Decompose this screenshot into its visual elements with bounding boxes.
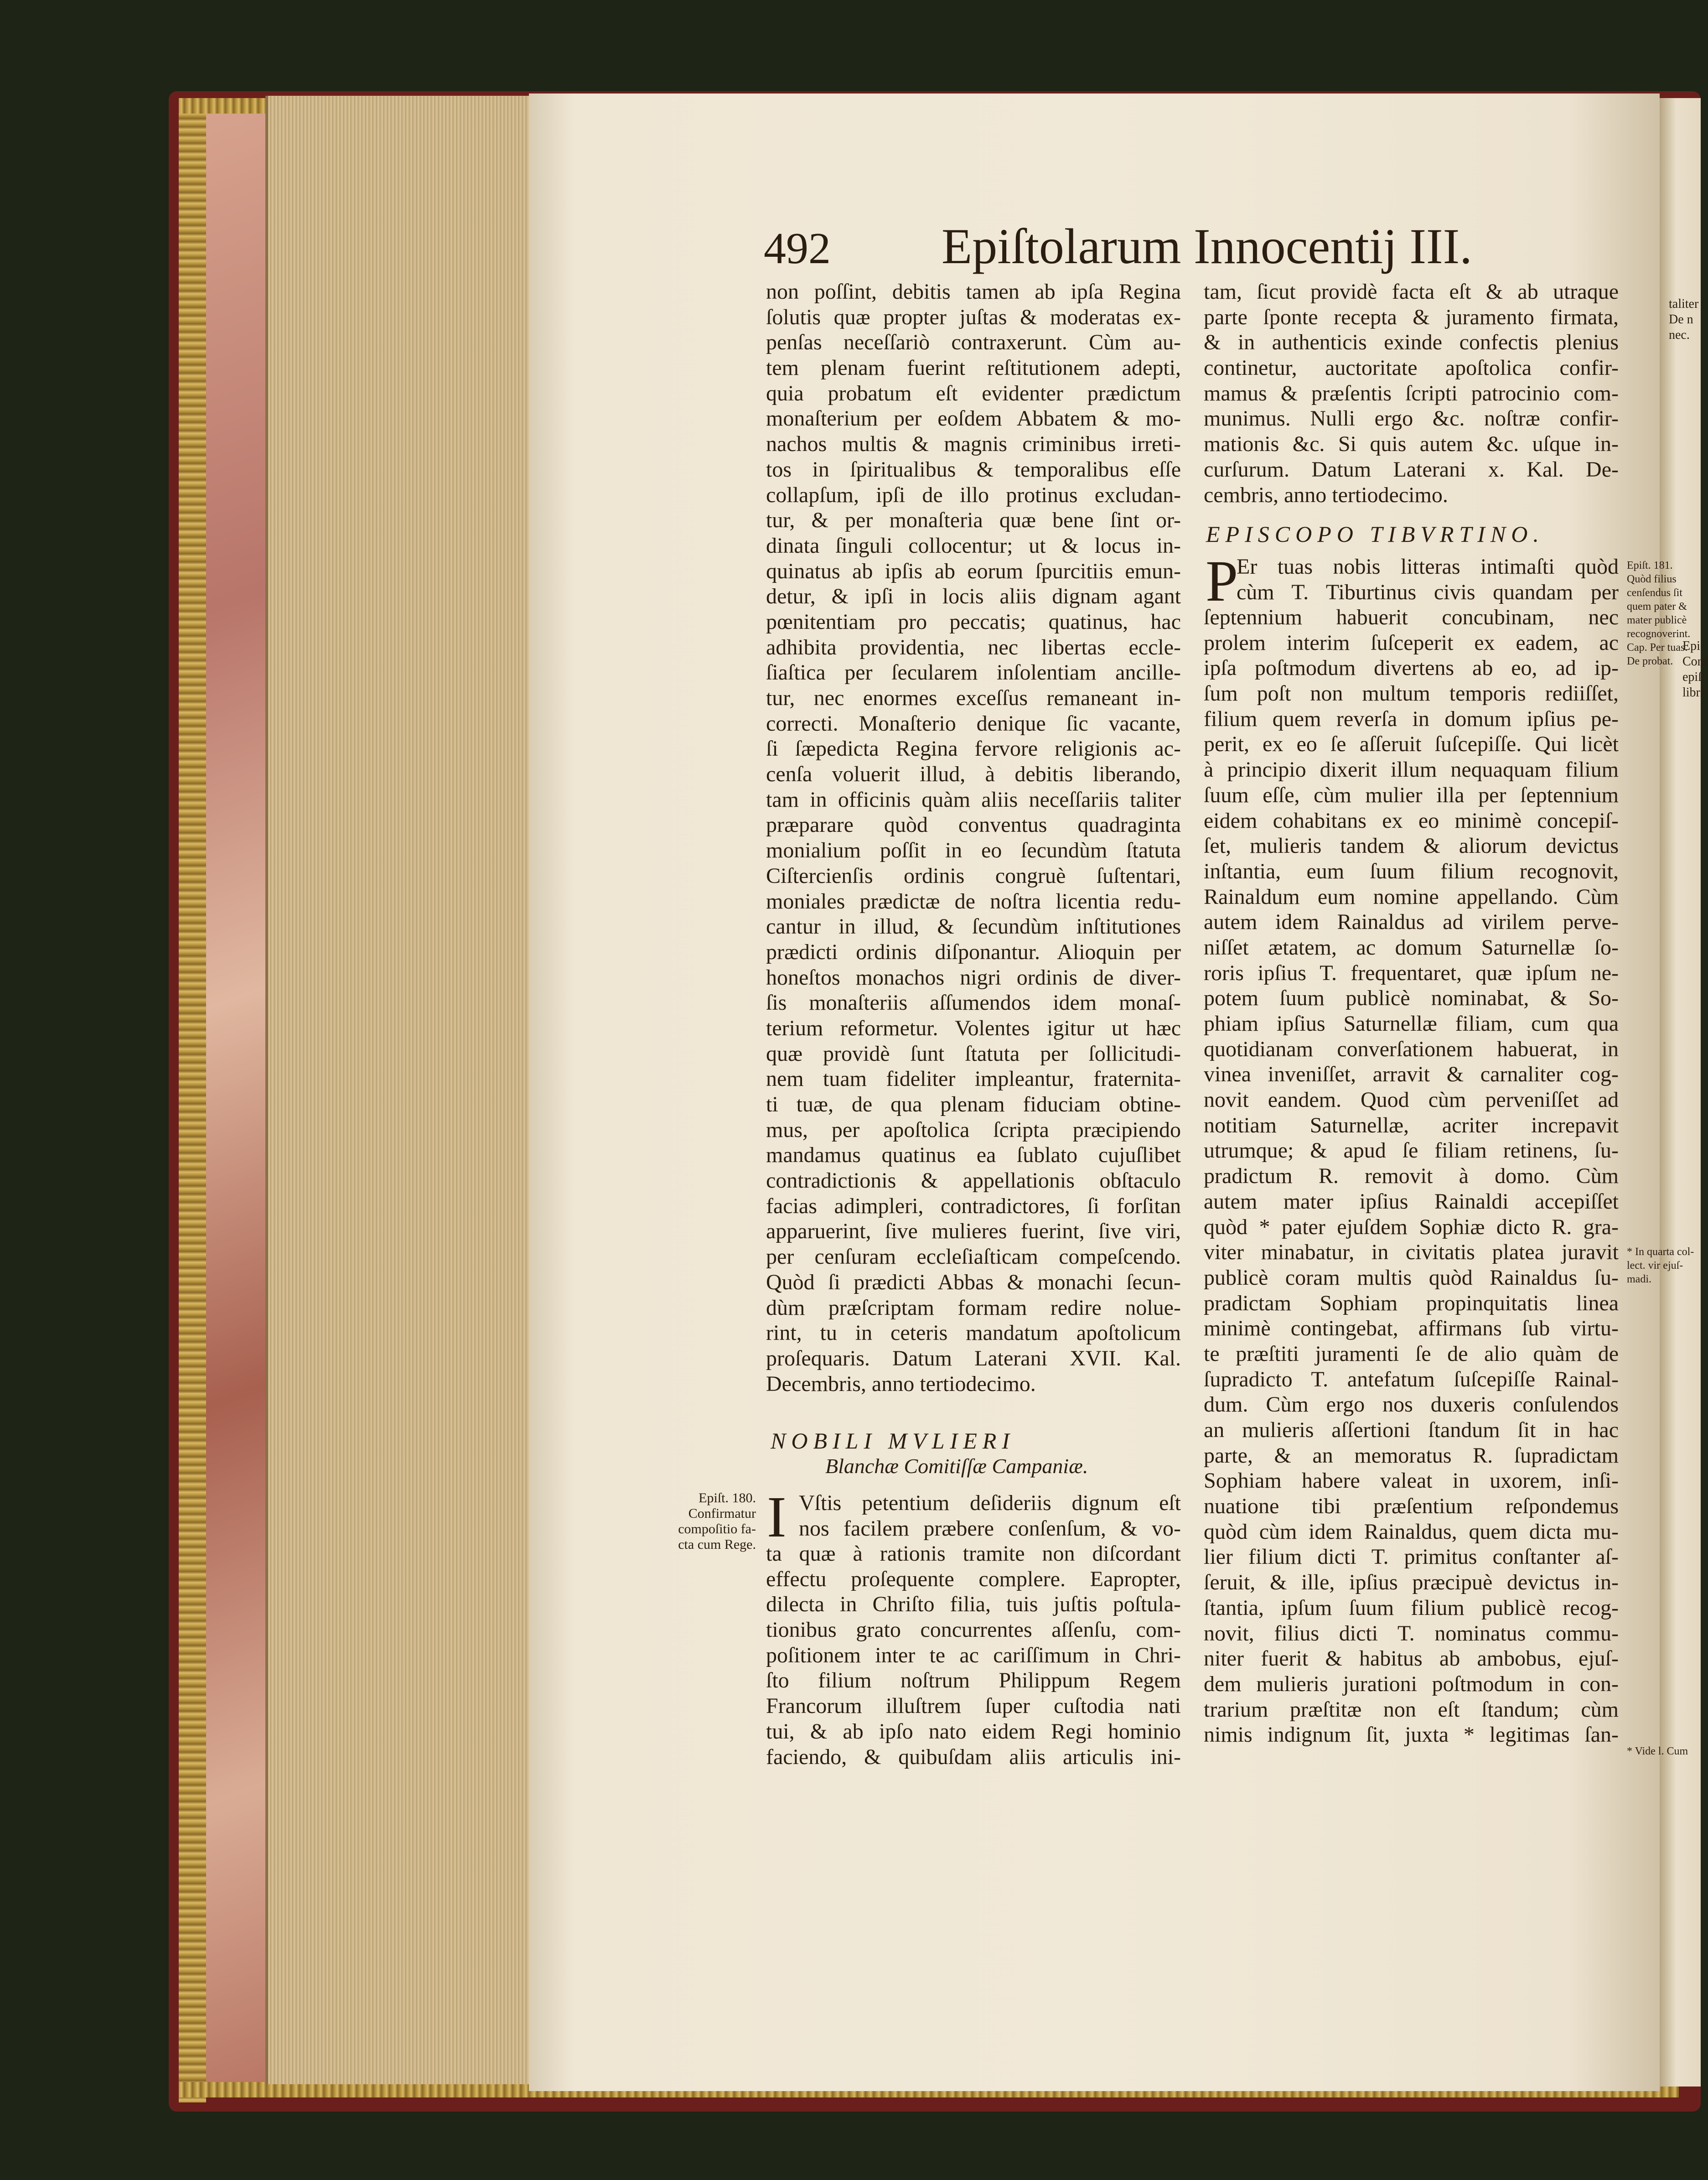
- text-line: tur, & per monaſteria quæ bene ſint or-: [766, 508, 1181, 533]
- text-line: cantur in illud, & ſecundùm inſtitutiones: [766, 914, 1181, 939]
- margin-note-line: madi.: [1627, 1273, 1651, 1285]
- text-line: mamus & præſentis ſcripti patrocinio com-: [1204, 381, 1619, 405]
- text-line: ſolutis quæ propter juſtas & moderatas ex-: [766, 305, 1181, 329]
- text-line: cembris, anno tertiodecimo.: [1204, 483, 1448, 507]
- margin-note-line: De probat.: [1627, 655, 1673, 667]
- text-line: lier filium dicti T. primitus conſtanter aſ-: [1204, 1545, 1619, 1569]
- text-line: tui, & ab ipſo nato eidem Regi hominio: [766, 1719, 1181, 1744]
- text-line: parte ſponte recepta & juramento firmata,: [1204, 305, 1619, 329]
- left-column-bottom: [766, 1541, 1181, 1770]
- margin-note-line: Epiſt. 181.: [1627, 560, 1673, 571]
- text-line: rint, tu in ceteris mandatum apoſtolicum: [766, 1321, 1181, 1345]
- text-line: apparuerint, ſive mulieres fuerint, ſive viri,: [766, 1219, 1181, 1244]
- text-line: tos in ſpiritualibus & temporalibus eſſe: [766, 457, 1181, 482]
- text-line: Quòd ſi prædicti Abbas & monachi ſecun-: [766, 1270, 1181, 1294]
- left-address-heading: NOBILI MVLIERI: [771, 1428, 1015, 1453]
- text-line: publicè coram multis quòd Rainaldus ſu-: [1204, 1265, 1619, 1290]
- text-line: nuatione tibi præſentium reſpondemus: [1204, 1494, 1619, 1519]
- text-line: potem ſuum publicè nominabat, & So-: [1204, 986, 1619, 1011]
- text-line: proſequaris. Datum Laterani XVII. Kal.: [766, 1346, 1181, 1370]
- text-line: novit, filius dicti T. nominatus commu-: [1204, 1621, 1619, 1645]
- text-line: parte, & an memoratus R. ſupradictam: [1204, 1443, 1619, 1468]
- text-line: à principio dixerit illum nequaquam filium: [1204, 758, 1619, 782]
- text-line: effectu proſequente complere. Eapropter,: [766, 1567, 1181, 1591]
- margin-note-line: Cap. Per tuas.: [1627, 642, 1688, 654]
- text-line: Vſtis petentium deſideriis dignum eſt: [799, 1491, 1181, 1515]
- text-line: filium quem reverſa in domum ipſius pe-: [1204, 706, 1619, 731]
- text-line: poſitionem inter te ac cariſſimum in Chri-: [766, 1643, 1181, 1667]
- text-line: Rainaldum eum nomine appellando. Cùm: [1204, 884, 1619, 909]
- edge-fragment-line: De n: [1669, 312, 1693, 327]
- text-line: quæ providè ſunt ſtatuta per ſollicitudi-: [766, 1041, 1181, 1066]
- text-line: notitiam Saturnellæ, acriter increpavit: [1204, 1113, 1619, 1137]
- text-line: mus, per apoſtolica ſcripta præcipiendo: [766, 1117, 1181, 1142]
- text-line: collapſum, ipſi de illo protinus excludan-: [766, 483, 1181, 507]
- text-line: & in authenticis exinde confectis plenius: [1204, 330, 1619, 355]
- margin-note-line: * Vide l. Cum: [1627, 1745, 1688, 1757]
- text-line: curſurum. Datum Laterani x. Kal. De-: [1204, 457, 1619, 482]
- text-line: eidem cohabitans ex eo minimè concepiſ-: [1204, 808, 1619, 833]
- margin-note-line: recognoverint.: [1627, 628, 1691, 640]
- text-line: autem idem Rainaldus ad virilem perve-: [1204, 910, 1619, 934]
- text-line: dem mulieris jurationi poſtmodum in con-: [1204, 1671, 1619, 1696]
- text-line: dilecta in Chriſto filia, tuis juſtis poſtula-: [766, 1592, 1181, 1617]
- text-line: continetur, auctoritate apoſtolica confir-: [1204, 356, 1619, 380]
- text-line: contradictionis & appellationis obſtaculo: [766, 1168, 1181, 1193]
- text-line: quòd cùm idem Rainaldus, quem dicta mu-: [1204, 1519, 1619, 1544]
- text-line: niſſet ætatem, ac domum Saturnellæ ſo-: [1204, 935, 1619, 960]
- text-line: quia probatum eſt evidenter prædictum: [766, 381, 1181, 405]
- text-line: monaſterium per eoſdem Abbatem & mo-: [766, 406, 1181, 431]
- text-line: nos facilem præbere conſenſum, & vo-: [799, 1516, 1181, 1541]
- text-line: pradictam Sophiam propinquitatis linea: [1204, 1291, 1619, 1315]
- right-margin-note-3: [1627, 1744, 1688, 1758]
- text-line: ſuum eſſe, cùm mulier illa per ſeptennium: [1204, 783, 1619, 807]
- margin-note-line: Quòd filius: [1627, 573, 1677, 585]
- text-line: niter fuerit & habitus ab ambobus, ejuſ-: [1204, 1646, 1619, 1671]
- text-line: prolem interim ſuſceperit ex eadem, ac: [1204, 630, 1619, 655]
- right-dropcap: P: [1206, 549, 1238, 613]
- text-line: Francorum illuſtrem ſuper cuſtodia nati: [766, 1694, 1181, 1718]
- margin-note-line: lect. vir ejuſ-: [1627, 1260, 1683, 1272]
- text-line: an mulieris aſſertioni ſtandum ſit in hac: [1204, 1418, 1619, 1442]
- text-line: penſas neceſſariò contraxerunt. Cùm au-: [766, 330, 1181, 355]
- right-column-bottom: [1204, 605, 1619, 1748]
- text-line: nimis indignum ſit, juxta * legitimas ſan-: [1204, 1723, 1619, 1747]
- text-line: tionibus grato concurrentes aſſenſu, com-: [766, 1618, 1181, 1642]
- margin-note-line: compoſitio fa-: [678, 1521, 756, 1536]
- margin-note-line: mater publicè: [1627, 614, 1687, 626]
- left-column-indented: [799, 1490, 1181, 1541]
- text-line: Decembris, anno tertiodecimo.: [766, 1371, 1036, 1396]
- next-page-fragment-2: [1682, 638, 1708, 701]
- right-column-top: [1204, 279, 1619, 508]
- text-line: ſupradicto T. antefatum ſuſcepiſſe Rainal-: [1204, 1367, 1619, 1391]
- text-line: tem plenam fuerint reſtitutionem adepti,: [766, 356, 1181, 380]
- text-line: ſis monaſteriis aſſumendos idem monaſ-: [766, 991, 1181, 1015]
- right-column-indented: [1237, 554, 1619, 605]
- text-line: honeſtos monachos nigri ordinis de diver-: [766, 965, 1181, 990]
- right-address-heading: EPISCOPO TIBVRTINO.: [1206, 521, 1544, 547]
- text-line: ipſa poſtmodum divertens ab eo, ad ip-: [1204, 656, 1619, 680]
- text-line: monialium poſſit in eo ſecundùm ſtatuta: [766, 838, 1181, 863]
- margin-note-line: cta cum Rege.: [678, 1537, 756, 1552]
- text-line: ti tuæ, de qua plenam fiduciam obtine-: [766, 1092, 1181, 1116]
- text-line: perit, ex eo ſe aſſeruit ſuſcepiſſe. Qui licèt: [1204, 732, 1619, 757]
- text-line: cùm T. Tiburtinus civis quandam per: [1237, 580, 1619, 604]
- text-line: non poſſint, debitis tamen ab ipſa Regina: [766, 280, 1181, 304]
- text-line: tur, nec enormes exceſſus remaneant in-: [766, 686, 1181, 710]
- edge-fragment-line: Conf: [1682, 654, 1708, 669]
- text-line: dinata ſinguli collocentur; ut & locus in-: [766, 533, 1181, 558]
- text-line: quotidianam converſationem habuerat, in: [1204, 1037, 1619, 1061]
- right-margin-note-1: [1627, 559, 1690, 668]
- margin-note-line: cenſendus ſit: [1627, 587, 1682, 599]
- text-line: trarium præſtitæ non eſt ſtandum; cùm: [1204, 1697, 1619, 1722]
- left-dropcap: I: [767, 1484, 787, 1549]
- text-line: tam in officinis quàm aliis neceſſariis taliter: [766, 787, 1181, 812]
- text-line: terium reformetur. Volentes igitur ut hæc: [766, 1016, 1181, 1040]
- margin-note-line: Epiſt. 180.: [699, 1490, 756, 1505]
- text-line: ſet, mulieris tandem & aliorum devictus: [1204, 834, 1619, 858]
- text-line: autem mater ipſius Rainaldi accepiſſet: [1204, 1189, 1619, 1214]
- edge-fragment-line: Epi: [1682, 639, 1700, 653]
- text-line: pradictum R. removit à domo. Cùm: [1204, 1164, 1619, 1189]
- text-line: prædicti ordinis diſponantur. Alioquin per: [766, 939, 1181, 964]
- text-line: vinea inveniſſet, arravit & carnaliter cog-: [1204, 1062, 1619, 1087]
- text-line: ſto filium noſtrum Philippum Regem: [766, 1668, 1181, 1693]
- left-column-top: [766, 279, 1181, 1396]
- text-line: dùm præſcriptam formam redire nolue-: [766, 1295, 1181, 1320]
- text-line: præparare quòd conventus quadraginta: [766, 813, 1181, 837]
- text-line: quòd * pater ejuſdem Sophiæ dicto R. gra-: [1204, 1215, 1619, 1239]
- next-page: [1660, 98, 1701, 2087]
- text-line: ſeruit, & ille, ipſius præcipuè devictus in-: [1204, 1570, 1619, 1595]
- margin-note-line: Confirmatur: [688, 1506, 756, 1521]
- marbled-endpaper: [206, 114, 265, 2082]
- text-line: viter minabatur, in civitatis platea juravit: [1204, 1240, 1619, 1265]
- text-line: ta quæ à rationis tramite non diſcordant: [766, 1542, 1181, 1566]
- text-line: tam, ſicut providè facta eſt & ab utraque: [1204, 280, 1619, 304]
- text-line: dum. Cùm ergo nos duxeris conſulendos: [1204, 1392, 1619, 1417]
- text-line: moniales prædictæ de noſtra licentia redu-: [766, 889, 1181, 914]
- text-line: nem tuam fideliter impleantur, fraternita-: [766, 1067, 1181, 1091]
- text-line: ſiaſtica per ſecularem inſolentiam ancille-: [766, 660, 1181, 685]
- text-line: nachos multis & magnis criminibus irreti-: [766, 432, 1181, 457]
- text-line: detur, & ipſi in locis aliis dignam agant: [766, 584, 1181, 609]
- text-line: faciendo, & quibuſdam aliis articulis ini-: [766, 1744, 1181, 1769]
- text-line: Er tuas nobis litteras intimaſti quòd: [1237, 555, 1619, 579]
- right-margin-note-2: [1627, 1245, 1694, 1286]
- margin-note-line: * In quarta col-: [1627, 1246, 1694, 1258]
- text-line: ſi ſæpedicta Regina fervore religionis ac-: [766, 737, 1181, 761]
- text-line: utrumque; & apud ſe filiam retinens, ſu-: [1204, 1138, 1619, 1163]
- page-edges: [265, 96, 532, 2084]
- text-line: phiam ipſius Saturnellæ filiam, cum qua: [1204, 1012, 1619, 1036]
- text-line: roris ipſius T. frequentaret, quæ ipſum ne-: [1204, 960, 1619, 985]
- text-line: Ciſtercienſis ordinis congruè ſuſtentari,: [766, 863, 1181, 888]
- text-line: minimè contingebat, affirmans ſub virtu-: [1204, 1316, 1619, 1341]
- left-margin-note: [656, 1490, 756, 1552]
- margin-note-line: quem pater &: [1627, 601, 1687, 612]
- text-line: quinatus ab ipſis ab eorum ſpurcitiis emun-: [766, 559, 1181, 583]
- text-line: per cenſuram eccleſiaſticam compeſcendo.: [766, 1245, 1181, 1269]
- edge-fragment-line: epiſt: [1682, 670, 1705, 684]
- running-title: Epiſtolarum Innocentij III.: [942, 218, 1472, 274]
- text-line: Sophiam habere valeat in uxorem, inſi-: [1204, 1469, 1619, 1493]
- text-line: mandamus quatinus ea ſublato cujuſlibet: [766, 1143, 1181, 1168]
- text-line: adhibita providentia, nec libertas eccle-: [766, 635, 1181, 659]
- next-page-fragment-1: [1669, 296, 1698, 343]
- edge-fragment-line: libri: [1682, 685, 1704, 700]
- text-line: novit eandem. Quod cùm perveniſſet ad: [1204, 1088, 1619, 1112]
- text-line: facias adimpleri, contradictores, ſi forſitan: [766, 1194, 1181, 1218]
- edge-fragment-line: nec.: [1669, 328, 1690, 342]
- text-line: inſtantia, eum ſuum filium recognovit,: [1204, 859, 1619, 883]
- text-line: ſtantia, ipſum ſuum filium publicè recog-: [1204, 1595, 1619, 1620]
- left-address-subheading: Blanchæ Comitiſſæ Campaniæ.: [825, 1454, 1088, 1478]
- gilt-border-left: [179, 98, 206, 2102]
- page-number: 492: [764, 224, 831, 273]
- text-line: correcti. Monaſterio denique ſic vacante,: [766, 711, 1181, 736]
- text-line: mationis &c. Si quis autem &c. uſque in-: [1204, 432, 1619, 457]
- text-line: ſum poſt non multum temporis rediiſſet,: [1204, 681, 1619, 706]
- edge-fragment-line: taliter: [1669, 297, 1699, 311]
- text-line: te præſtiti juramenti ſe de alio quàm de: [1204, 1341, 1619, 1366]
- text-line: munimus. Nulli ergo &c. noſtræ confir-: [1204, 406, 1619, 431]
- text-line: pœnitentiam pro peccatis; quatinus, hac: [766, 609, 1181, 634]
- text-line: ſeptennium habuerit concubinam, nec: [1204, 605, 1619, 629]
- text-line: cenſa voluerit illud, à debitis liberando,: [766, 762, 1181, 787]
